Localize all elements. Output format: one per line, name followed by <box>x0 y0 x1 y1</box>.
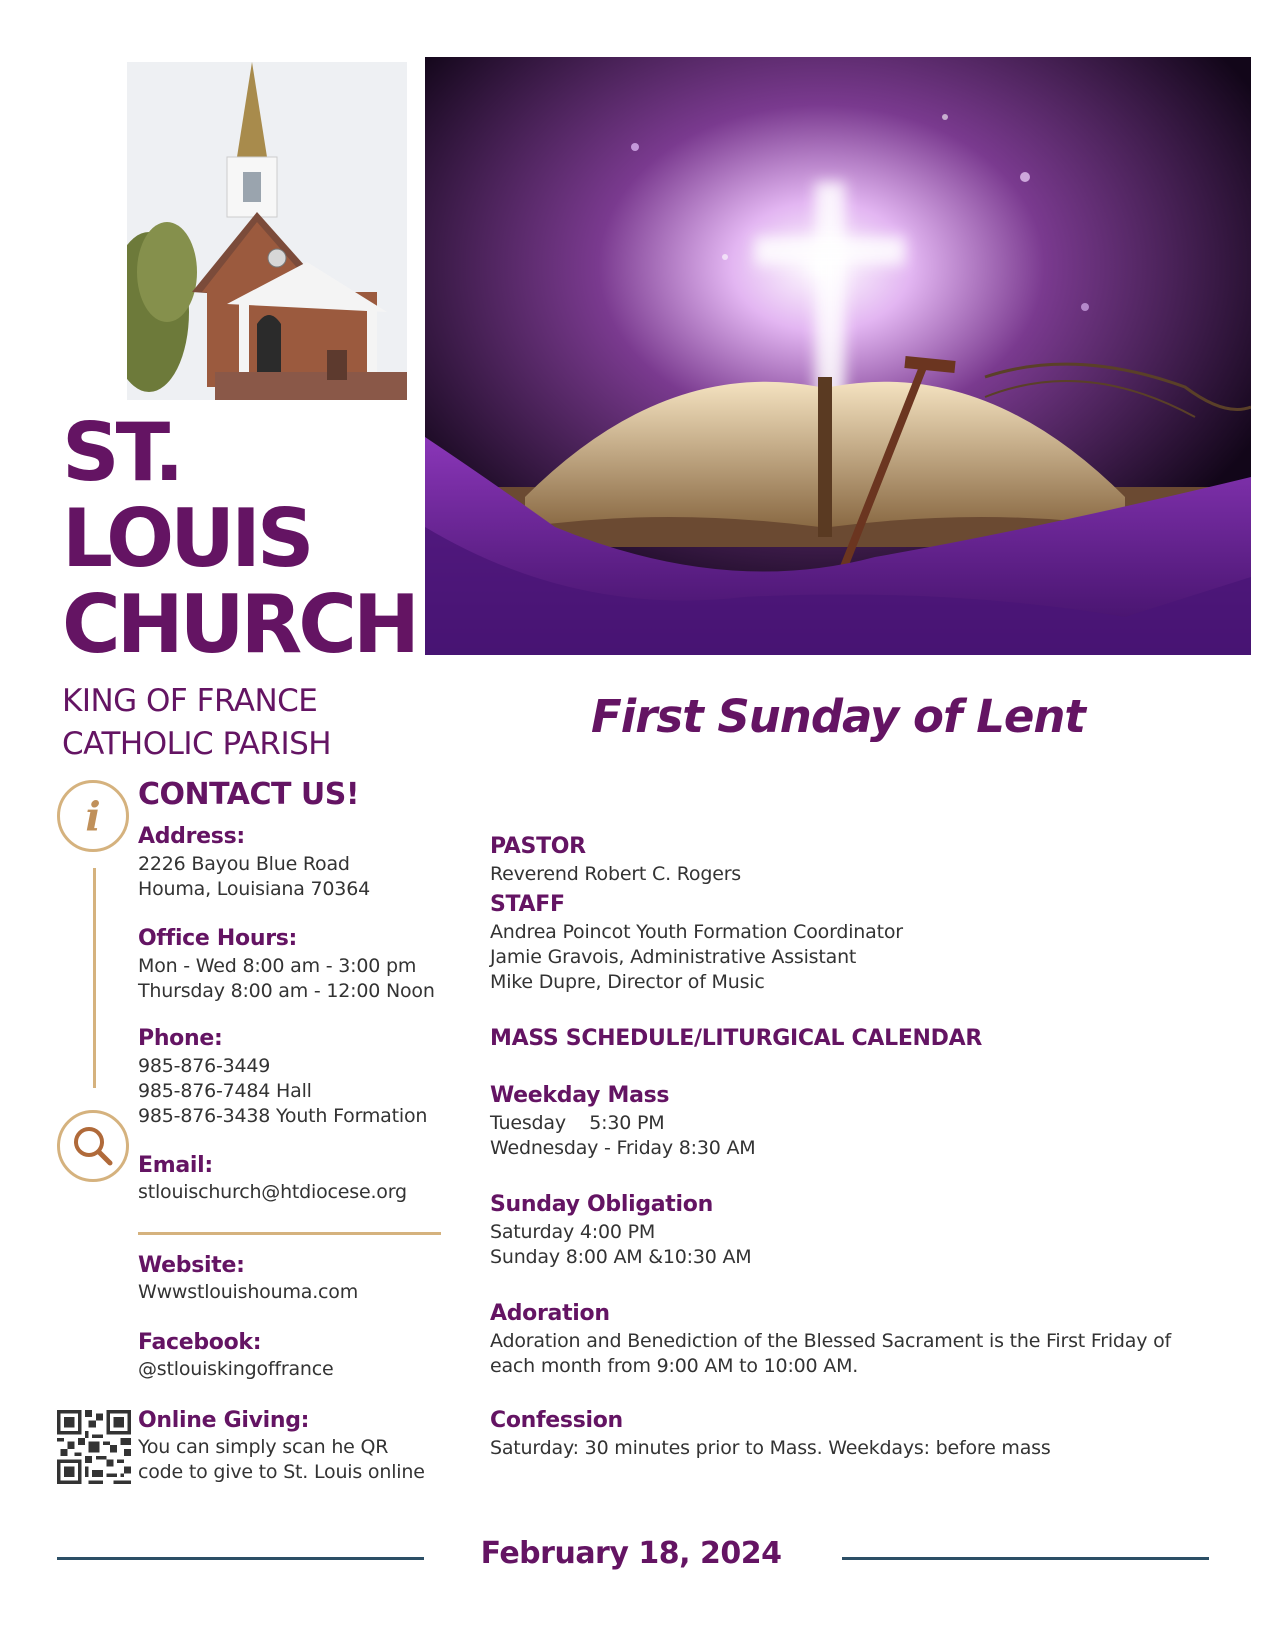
svg-text:i: i <box>85 792 101 841</box>
website-label: Website: <box>138 1253 245 1278</box>
hours-line: Mon - Wed 8:00 am - 3:00 pm <box>138 955 417 977</box>
pastor-heading: PASTOR <box>490 834 586 859</box>
address-block <box>138 852 370 902</box>
phone-line[interactable]: 985-876-3438 Youth Formation <box>138 1105 428 1127</box>
online-giving-block <box>138 1435 425 1485</box>
address-line: 2226 Bayou Blue Road <box>138 853 350 875</box>
weekday-line: Wednesday - Friday 8:30 AM <box>490 1137 756 1159</box>
phone-label: Phone: <box>138 1026 223 1051</box>
email-label: Email: <box>138 1153 213 1178</box>
giving-line: code to give to St. Louis online <box>138 1461 425 1483</box>
address-line: Houma, Louisiana 70364 <box>138 878 370 900</box>
sunday-obligation-block <box>490 1220 751 1270</box>
hours-line: Thursday 8:00 am - 12:00 Noon <box>138 980 435 1002</box>
pastor-name: Reverend Robert C. Rogers <box>490 863 741 885</box>
confession-heading: Confession <box>490 1408 623 1433</box>
contact-divider-horizontal <box>138 1232 441 1235</box>
facebook-link[interactable]: @stlouiskingoffrance <box>138 1358 334 1380</box>
weekday-line: Tuesday 5:30 PM <box>490 1112 665 1134</box>
title-line: ST. <box>62 406 181 499</box>
phone-line[interactable]: 985-876-3449 <box>138 1055 271 1077</box>
footer-rule-left <box>57 1557 424 1560</box>
facebook-label: Facebook: <box>138 1330 262 1355</box>
confession-text: Saturday: 30 minutes prior to Mass. Weekdays: before mass <box>490 1437 1051 1459</box>
staff-line: Andrea Poincot Youth Formation Coordinator <box>490 921 903 943</box>
email-link[interactable]: stlouischurch@htdiocese.org <box>138 1181 407 1203</box>
website-link[interactable]: Wwwstlouishouma.com <box>138 1281 359 1303</box>
title-line: LOUIS <box>62 492 311 585</box>
qr-code-icon[interactable] <box>57 1410 131 1484</box>
sunday-line: Sunday 8:00 AM &10:30 AM <box>490 1246 752 1268</box>
online-giving-label: Online Giving: <box>138 1408 310 1433</box>
info-icon <box>57 780 129 852</box>
contact-title: CONTACT US! <box>138 777 360 812</box>
phone-line[interactable]: 985-876-7484 Hall <box>138 1080 312 1102</box>
staff-heading: STAFF <box>490 892 565 917</box>
hero-image <box>425 57 1251 655</box>
parish-subtitle <box>62 680 422 766</box>
giving-line: You can simply scan he QR <box>138 1436 389 1458</box>
office-hours-block <box>138 954 435 1004</box>
event-title: First Sunday of Lent <box>591 690 1085 743</box>
parish-title <box>62 406 422 671</box>
staff-line: Jamie Gravois, Administrative Assistant <box>490 946 857 968</box>
subtitle-line: CATHOLIC PARISH <box>62 726 332 762</box>
title-line: CHURCH <box>62 578 416 671</box>
staff-line: Mike Dupre, Director of Music <box>490 971 765 993</box>
footer-date: February 18, 2024 <box>480 1536 782 1571</box>
footer-rule-right <box>842 1557 1209 1560</box>
weekday-mass-block <box>490 1111 755 1161</box>
search-icon <box>57 1110 129 1182</box>
weekday-mass-heading: Weekday Mass <box>490 1083 670 1108</box>
office-hours-label: Office Hours: <box>138 926 298 951</box>
church-photo <box>127 62 407 400</box>
staff-list <box>490 920 903 995</box>
adoration-text: Adoration and Benediction of the Blessed Sacrament is the First Friday of each month from 9:00 AM to 10:00 AM. <box>490 1330 1171 1377</box>
sunday-obligation-heading: Sunday Obligation <box>490 1192 713 1217</box>
address-label: Address: <box>138 824 245 849</box>
contact-divider-vertical <box>93 868 96 1088</box>
subtitle-line: KING OF FRANCE <box>62 683 318 719</box>
adoration-heading: Adoration <box>490 1301 610 1326</box>
sunday-line: Saturday 4:00 PM <box>490 1221 656 1243</box>
schedule-title: MASS SCHEDULE/LITURGICAL CALENDAR <box>490 1026 982 1051</box>
phone-block <box>138 1054 427 1129</box>
